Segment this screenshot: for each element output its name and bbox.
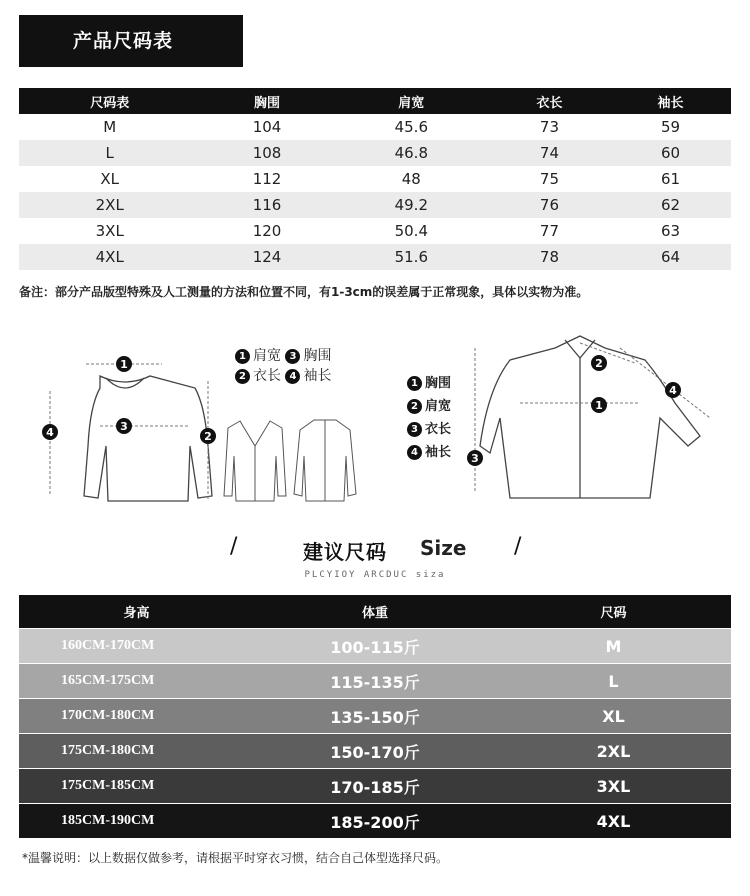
size-table bbox=[19, 88, 731, 270]
shirt-diagram bbox=[460, 318, 730, 518]
shirt-marker-3 bbox=[467, 450, 483, 466]
cell: 59 bbox=[660, 118, 681, 136]
cell: 45.6 bbox=[394, 118, 428, 136]
cell: 49.2 bbox=[334, 192, 489, 218]
cell: 116 bbox=[200, 192, 333, 218]
recommend-size-cell: M bbox=[496, 629, 731, 664]
recommend-weight-cell: 100-115斤 bbox=[254, 629, 496, 664]
recommend-height-cell: 160CM-170CM bbox=[19, 629, 254, 664]
recommend-height-cell: 185CM-190CM bbox=[19, 804, 254, 839]
blazer-sketch bbox=[220, 416, 290, 506]
legend-label: 袖长 bbox=[303, 368, 332, 384]
legend-num: 1 bbox=[407, 376, 422, 391]
recommend-row bbox=[19, 734, 731, 769]
recommend-row bbox=[19, 699, 731, 734]
legend-row bbox=[407, 418, 451, 441]
legend-num: 3 bbox=[407, 422, 422, 437]
recommend-subheading: PLCYIOY ARCDUC siza bbox=[304, 570, 446, 580]
jacket-sketch bbox=[290, 416, 360, 506]
shirt-marker-1 bbox=[591, 397, 607, 413]
cell: 3XL bbox=[95, 222, 124, 240]
sweater-marker-1 bbox=[116, 356, 132, 372]
shirt-marker-2 bbox=[591, 355, 607, 371]
marker-text: 3 bbox=[120, 420, 128, 433]
cell: 78 bbox=[489, 244, 610, 270]
cell: 74 bbox=[489, 140, 610, 166]
cell: 61 bbox=[660, 170, 681, 188]
recommend-height-cell: 170CM-180CM bbox=[19, 699, 254, 734]
legend-label: 衣长 bbox=[425, 422, 452, 437]
cell: 104 bbox=[252, 118, 282, 136]
header-weight: 体重 bbox=[254, 595, 496, 629]
marker-text: 1 bbox=[120, 358, 128, 371]
marker-text: 2 bbox=[204, 430, 212, 443]
cell: XL bbox=[100, 170, 120, 188]
legend-label: 胸围 bbox=[425, 376, 452, 391]
cell: 112 bbox=[252, 170, 282, 188]
recommend-size-cell: 3XL bbox=[496, 769, 731, 804]
recommend-height-cell: 175CM-180CM bbox=[19, 734, 254, 769]
legend-label: 袖长 bbox=[425, 445, 452, 460]
recommend-height-cell: 165CM-175CM bbox=[19, 664, 254, 699]
size-table-header bbox=[19, 88, 731, 114]
legend-num: 2 bbox=[235, 369, 250, 384]
legend-row bbox=[407, 441, 451, 464]
slash-left: / bbox=[230, 534, 238, 559]
sweater-marker-4 bbox=[42, 424, 58, 440]
recommend-weight-cell: 115-135斤 bbox=[254, 664, 496, 699]
sweater-marker-2 bbox=[200, 428, 216, 444]
cell: 120 bbox=[252, 222, 282, 240]
legend-label: 衣长 bbox=[253, 368, 281, 384]
legend-row bbox=[235, 366, 331, 386]
cell: 46.8 bbox=[334, 140, 489, 166]
cell: 77 bbox=[539, 222, 560, 240]
cell: 60 bbox=[610, 140, 731, 166]
table-row bbox=[19, 192, 731, 218]
sweater-marker-3 bbox=[116, 418, 132, 434]
recommend-size-cell: 4XL bbox=[496, 804, 731, 839]
header-shoulder: 肩宽 bbox=[334, 88, 489, 114]
cell: 48 bbox=[401, 170, 421, 188]
page-title: 产品尺码表 bbox=[19, 15, 243, 67]
recommend-size-cell: L bbox=[496, 664, 731, 699]
legend-right bbox=[407, 372, 451, 464]
recommend-row bbox=[19, 629, 731, 664]
marker-text: 1 bbox=[595, 399, 603, 412]
legend-num: 1 bbox=[235, 349, 250, 364]
cell: 50.4 bbox=[394, 222, 428, 240]
legend-num: 2 bbox=[407, 399, 422, 414]
cell: 4XL bbox=[19, 244, 200, 270]
table-row bbox=[19, 166, 731, 192]
legend-left bbox=[235, 346, 331, 386]
header-size: 尺码 bbox=[496, 595, 731, 629]
measurement-diagrams bbox=[0, 318, 750, 518]
legend-num: 4 bbox=[285, 369, 300, 384]
cell: 51.6 bbox=[334, 244, 489, 270]
legend-row bbox=[407, 372, 451, 395]
marker-text: 4 bbox=[669, 384, 677, 397]
cell: 64 bbox=[610, 244, 731, 270]
recommend-table-header bbox=[19, 595, 731, 629]
recommend-table bbox=[19, 595, 731, 838]
cell: L bbox=[19, 140, 200, 166]
recommend-heading bbox=[0, 534, 750, 564]
legend-label: 肩宽 bbox=[425, 399, 452, 414]
cell: 62 bbox=[610, 192, 731, 218]
marker-text: 4 bbox=[46, 426, 54, 439]
recommend-size-cell: 2XL bbox=[496, 734, 731, 769]
header-chest: 胸围 bbox=[200, 88, 333, 114]
recommend-height-cell: 175CM-185CM bbox=[19, 769, 254, 804]
marker-text: 3 bbox=[471, 452, 479, 465]
recommend-row bbox=[19, 664, 731, 699]
legend-row bbox=[235, 346, 331, 366]
cell: 63 bbox=[660, 222, 681, 240]
shirt-marker-4 bbox=[665, 382, 681, 398]
cell: 73 bbox=[539, 118, 560, 136]
cell: 75 bbox=[539, 170, 560, 188]
table-row bbox=[19, 140, 731, 166]
table-row bbox=[19, 218, 731, 244]
recommend-heading-en: Size bbox=[420, 536, 467, 560]
recommend-heading-cn: 建议尺码 bbox=[303, 540, 387, 564]
recommend-weight-cell: 185-200斤 bbox=[254, 804, 496, 839]
cell: 76 bbox=[489, 192, 610, 218]
table-row bbox=[19, 244, 731, 270]
header-length: 衣长 bbox=[489, 88, 610, 114]
header-size: 尺码表 bbox=[19, 88, 200, 114]
measurement-note: 备注：部分产品版型特殊及人工测量的方法和位置不同，有1-3cm的误差属于正常现象，具体以实物为准。 bbox=[19, 285, 589, 299]
cell: 108 bbox=[200, 140, 333, 166]
recommend-weight-cell: 170-185斤 bbox=[254, 769, 496, 804]
legend-num: 4 bbox=[407, 445, 422, 460]
legend-label: 肩宽 bbox=[253, 348, 281, 364]
legend-label: 胸围 bbox=[303, 348, 332, 364]
recommend-row bbox=[19, 769, 731, 804]
marker-text: 2 bbox=[595, 357, 603, 370]
recommend-size-cell: XL bbox=[496, 699, 731, 734]
slash-right: / bbox=[514, 534, 522, 559]
header-sleeve: 袖长 bbox=[610, 88, 731, 114]
table-row bbox=[19, 114, 731, 140]
cell: 2XL bbox=[19, 192, 200, 218]
legend-num: 3 bbox=[285, 349, 300, 364]
cell: 124 bbox=[200, 244, 333, 270]
recommend-weight-cell: 135-150斤 bbox=[254, 699, 496, 734]
legend-row bbox=[407, 395, 451, 418]
cell: M bbox=[103, 118, 117, 136]
header-height: 身高 bbox=[19, 595, 254, 629]
footer-note: *温馨说明：以上数据仅做参考，请根据平时穿衣习惯，结合自己体型选择尺码。 bbox=[22, 851, 449, 865]
recommend-row bbox=[19, 804, 731, 839]
recommend-weight-cell: 150-170斤 bbox=[254, 734, 496, 769]
